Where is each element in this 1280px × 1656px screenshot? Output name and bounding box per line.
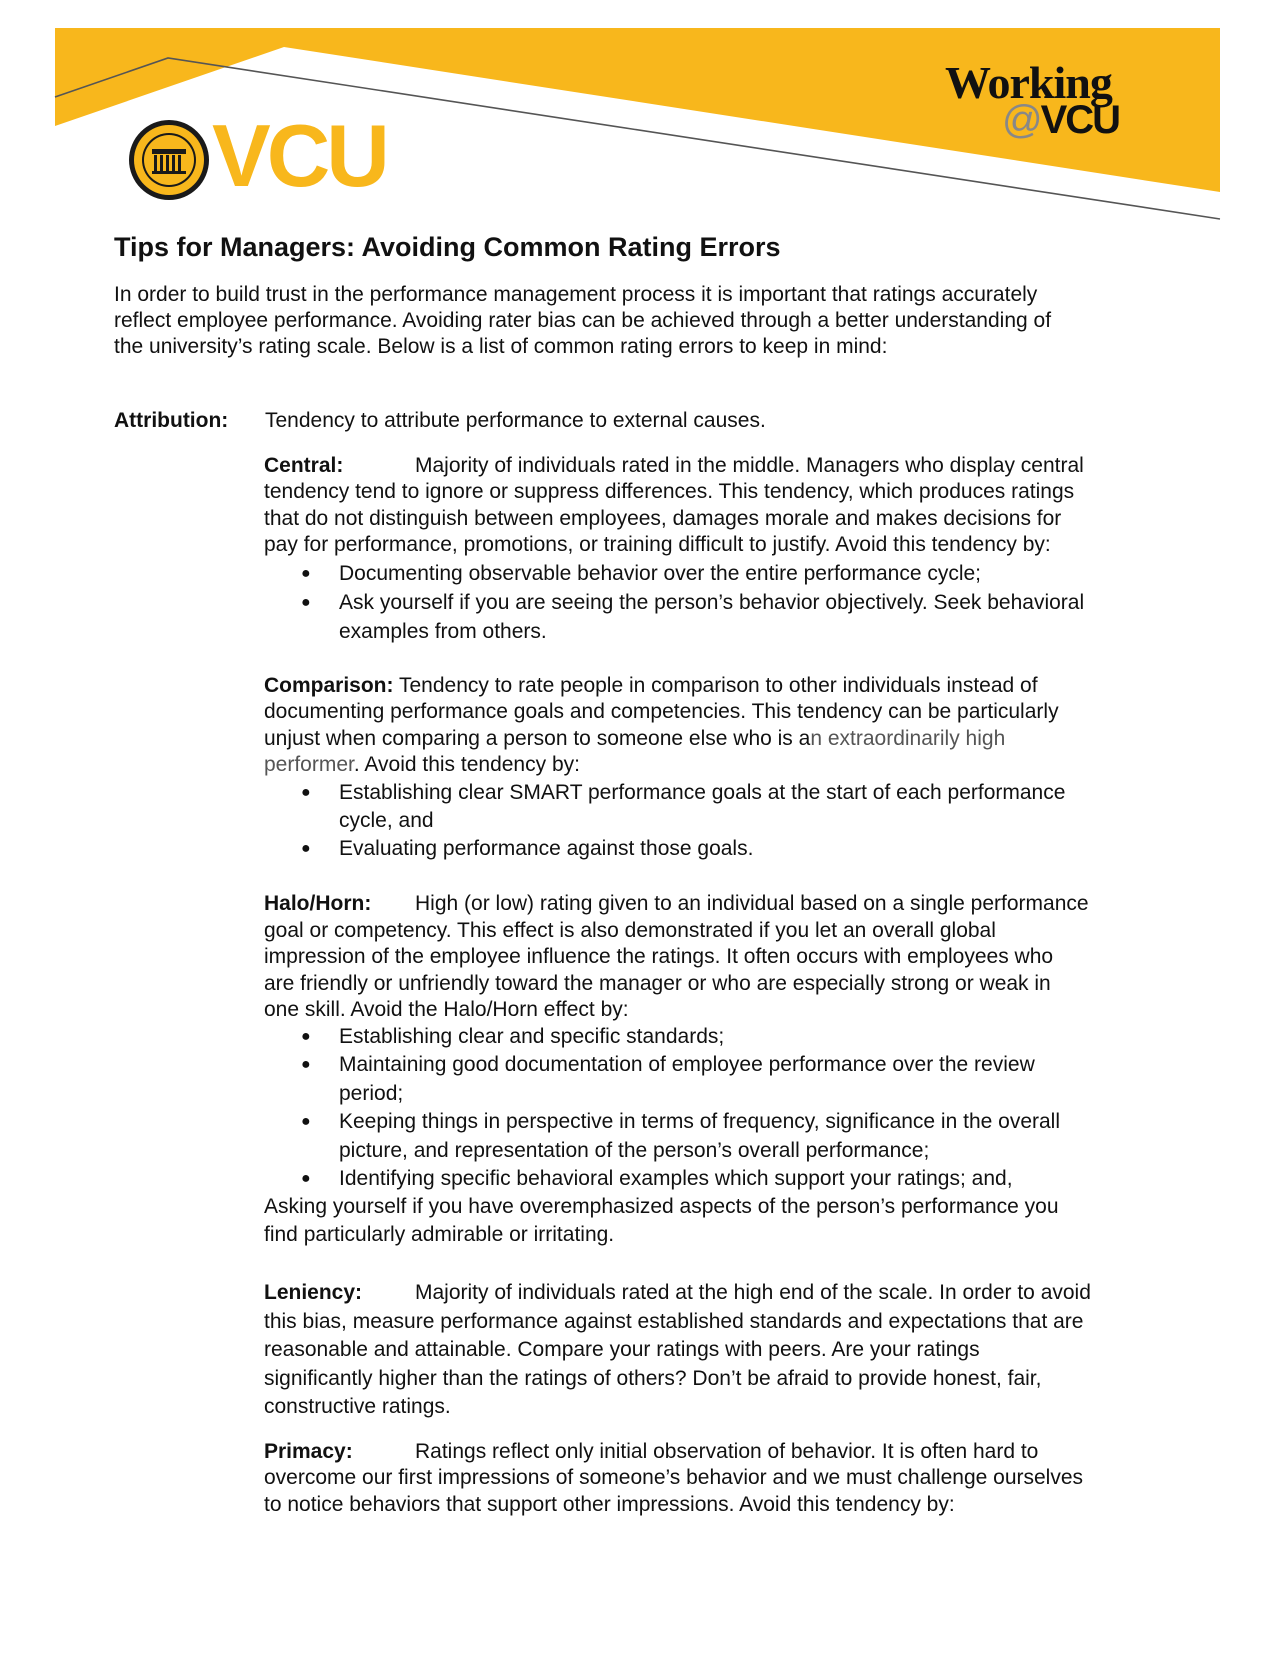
halo-closing-text (264, 1193, 1059, 1249)
intro-line: reflect employee performance. Avoiding rater bias can be achieved through a better understanding of (114, 309, 1052, 332)
halo-line: High (or low) rating given to an individual based on a single performance (415, 892, 1089, 915)
working-logo-at: @ (1002, 98, 1041, 142)
list-item-text: Evaluating performance against those goals. (339, 837, 754, 860)
halo-after-line: Asking yourself if you have overemphasized aspects of the person’s performance you (264, 1195, 1059, 1218)
attribution-section (114, 409, 766, 433)
leniency-line: Majority of individuals rated at the high end of the scale. In order to avoid (415, 1281, 1091, 1304)
list-item-text: picture, and representation of the person’s overall performance; (339, 1138, 930, 1162)
leniency-label: Leniency: (264, 1281, 363, 1304)
list-item-text: examples from others. (339, 620, 547, 643)
halo-line: goal or competency. This effect is also demonstrated if you let an overall global (264, 918, 996, 942)
comparison-line: . Avoid this tendency by: (353, 752, 580, 776)
bullet-icon: ● (301, 1028, 311, 1045)
bullet-icon: ● (301, 840, 311, 857)
halo-line: are friendly or unfriendly toward the manager or who are especially strong or weak in (264, 971, 1051, 995)
list-item-text: Documenting observable behavior over the entire performance cycle; (339, 562, 982, 585)
leniency-line: significantly higher than the ratings of others? Don’t be afraid to provide honest, fair, (264, 1366, 1042, 1390)
page-header-banner (0, 0, 1280, 240)
page-title: Tips for Managers: Avoiding Common Rating Errors (114, 232, 781, 262)
list-item-text: Keeping things in perspective in terms of frequency, significance in the overall (339, 1110, 1061, 1133)
central-section (264, 453, 1084, 558)
comparison-line: unjust when comparing a person to someone else who is a (264, 726, 811, 750)
central-label: Central: (264, 454, 344, 477)
halo-line: one skill. Avoid the Halo/Horn effect by: (264, 998, 629, 1021)
bullet-icon: ● (301, 1170, 311, 1187)
attribution-text: Tendency to attribute performance to external causes. (265, 409, 766, 432)
list-item-text: Ask yourself if you are seeing the person’s behavior objectively. Seek behavioral (339, 591, 1085, 614)
list-item-text: Maintaining good documentation of employee performance over the review (339, 1053, 1035, 1076)
intro-paragraph (114, 282, 1051, 360)
leniency-line: reasonable and attainable. Compare your ratings with peers. Are your ratings (264, 1338, 980, 1361)
primacy-line: to notice behaviors that support other impressions. Avoid this tendency by: (264, 1492, 955, 1516)
comparison-section (264, 673, 1059, 778)
leniency-line: this bias, measure performance against established standards and expectations that are (264, 1309, 1084, 1333)
list-item-text: Establishing clear and specific standards; (339, 1025, 725, 1048)
list-item-text: cycle, and (339, 809, 434, 832)
primacy-section (264, 1439, 1083, 1518)
central-line: pay for performance, promotions, or training difficult to justify. Avoid this tendency by: (264, 532, 1051, 556)
bullet-icon: ● (301, 1056, 311, 1073)
halo-after-line: find particularly admirable or irritating. (264, 1223, 615, 1246)
halo-horn-section (264, 891, 1089, 1024)
central-line: that do not distinguish between employees, damages morale and makes decisions for (264, 506, 1062, 530)
working-logo-line2 (1002, 100, 1119, 140)
halo-line: impression of the employee influence the ratings. It often occurs with employees who (264, 945, 1054, 968)
central-line: Majority of individuals rated in the middle. Managers who display central (415, 454, 1084, 477)
bullet-icon: ● (301, 1113, 311, 1130)
working-logo-line1: Working (945, 57, 1112, 108)
comparison-line-gray: performer (264, 752, 354, 776)
primacy-line: overcome our first impressions of someone’s behavior and we must challenge ourselves (264, 1466, 1084, 1490)
bullet-icon: ● (301, 594, 311, 611)
leniency-section (264, 1279, 1091, 1422)
halo-horn-label: Halo/Horn: (264, 892, 372, 915)
bullet-icon: ● (301, 784, 311, 801)
vcu-logo-text: VCU (212, 106, 386, 205)
vcu-seal-logo (128, 119, 210, 201)
working-logo-vcu: VCU (1040, 98, 1120, 142)
central-line: tendency tend to ignore or suppress differences. This tendency, which produces ratings (264, 480, 1075, 504)
comparison-label: Comparison: (264, 674, 394, 697)
comparison-line-gray: n extraordinarily high (810, 726, 1006, 750)
primacy-line: Ratings reflect only initial observation of behavior. It is often hard to (415, 1440, 1039, 1463)
list-item-text: period; (339, 1081, 404, 1105)
intro-line: the university’s rating scale. Below is a list of common rating errors to keep in mind: (114, 335, 888, 358)
leniency-line: constructive ratings. (264, 1395, 451, 1418)
intro-line: In order to build trust in the performance management process it is important that ratings accurately (114, 283, 1038, 306)
list-item-text: Establishing clear SMART performance goals at the start of each performance (339, 781, 1066, 804)
attribution-label: Attribution: (114, 409, 229, 432)
comparison-line: Tendency to rate people in comparison to other individuals instead of (398, 674, 1038, 697)
list-item-text: Identifying specific behavioral examples which support your ratings; and, (339, 1167, 1013, 1190)
primacy-label: Primacy: (264, 1440, 353, 1463)
comparison-line: documenting performance goals and competencies. This tendency can be particularly (264, 700, 1059, 724)
bullet-icon: ● (301, 565, 311, 582)
